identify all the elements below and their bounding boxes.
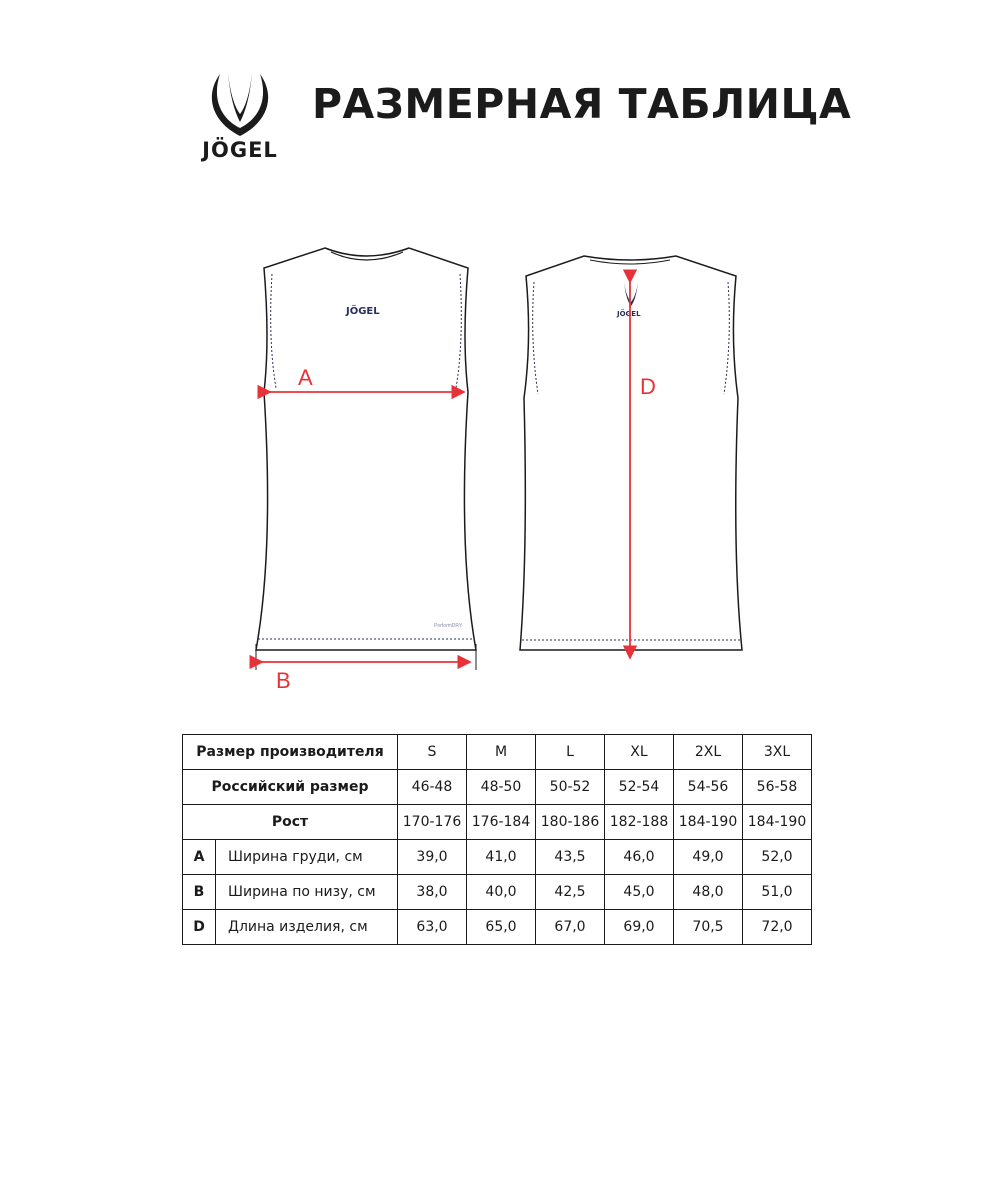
size-header: S [398, 735, 467, 770]
table-cell: 48-50 [467, 770, 536, 805]
row-label: Ширина груди, см [216, 840, 398, 875]
brand-logo [190, 70, 290, 170]
measure-label-a: A [298, 365, 313, 390]
measure-label-d: D [640, 374, 656, 399]
table-row [183, 770, 812, 805]
table-row [183, 910, 812, 945]
size-header: 2XL [674, 735, 743, 770]
table-cell: 38,0 [398, 875, 467, 910]
table-row [183, 875, 812, 910]
row-label: Российский размер [183, 770, 398, 805]
brand-wordmark: JÖGEL [202, 138, 278, 162]
table-header-row [183, 735, 812, 770]
table-cell: 42,5 [536, 875, 605, 910]
table-cell: 56-58 [743, 770, 812, 805]
table-cell: 72,0 [743, 910, 812, 945]
table-cell: 65,0 [467, 910, 536, 945]
table-cell: 39,0 [398, 840, 467, 875]
row-label: Длина изделия, см [216, 910, 398, 945]
row-letter: B [183, 875, 216, 910]
table-cell: 184-190 [743, 805, 812, 840]
size-table [182, 734, 812, 945]
table-cell: 180-186 [536, 805, 605, 840]
table-header-label: Размер производителя [183, 735, 398, 770]
table-cell: 63,0 [398, 910, 467, 945]
table-cell: 67,0 [536, 910, 605, 945]
row-letter: D [183, 910, 216, 945]
table-row [183, 805, 812, 840]
table-cell: 49,0 [674, 840, 743, 875]
page-title: РАЗМЕРНАЯ ТАБЛИЦА [312, 80, 852, 128]
fabric-tag: PerformDRY [434, 623, 463, 629]
table-cell: 48,0 [674, 875, 743, 910]
measure-label-b: B [276, 668, 291, 693]
row-label: Ширина по низу, см [216, 875, 398, 910]
table-cell: 43,5 [536, 840, 605, 875]
table-cell: 46,0 [605, 840, 674, 875]
table-cell: 45,0 [605, 875, 674, 910]
size-header: 3XL [743, 735, 812, 770]
table-cell: 70,5 [674, 910, 743, 945]
garment-diagram [0, 230, 997, 700]
table-cell: 46-48 [398, 770, 467, 805]
brand-logo-mark-icon [190, 70, 290, 140]
table-cell: 50-52 [536, 770, 605, 805]
table-cell: 170-176 [398, 805, 467, 840]
table-cell: 40,0 [467, 875, 536, 910]
table-row [183, 840, 812, 875]
table-cell: 41,0 [467, 840, 536, 875]
table-cell: 184-190 [674, 805, 743, 840]
back-logo: JÖGEL [617, 310, 641, 318]
table-cell: 176-184 [467, 805, 536, 840]
table-cell: 51,0 [743, 875, 812, 910]
back-view [520, 256, 742, 658]
size-header: M [467, 735, 536, 770]
size-header: L [536, 735, 605, 770]
table-cell: 52-54 [605, 770, 674, 805]
table-cell: 69,0 [605, 910, 674, 945]
table-cell: 52,0 [743, 840, 812, 875]
table-cell: 182-188 [605, 805, 674, 840]
front-chest-logo: JÖGEL [346, 306, 380, 317]
row-letter: A [183, 840, 216, 875]
table-cell: 54-56 [674, 770, 743, 805]
front-view [256, 248, 476, 693]
size-header: XL [605, 735, 674, 770]
row-label: Рост [183, 805, 398, 840]
